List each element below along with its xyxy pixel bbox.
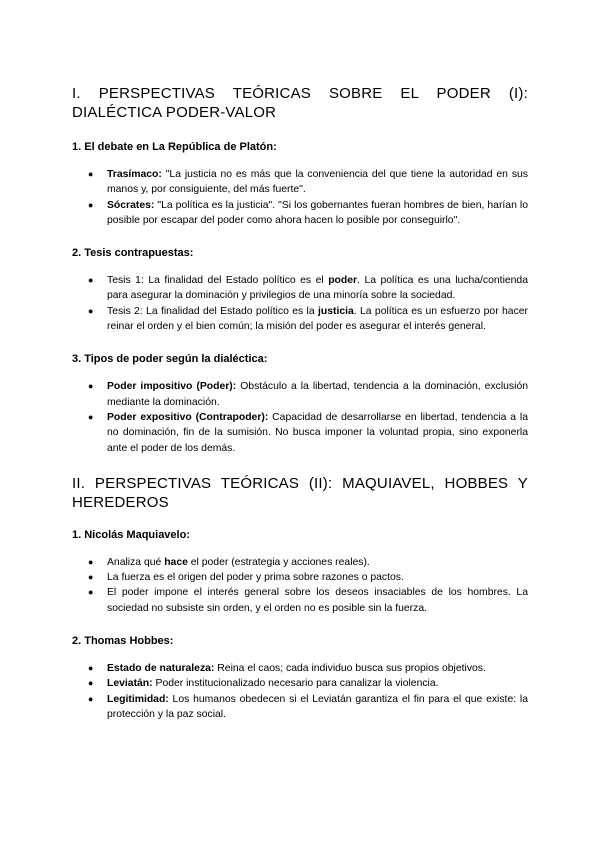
list-item: ● Sócrates: "La política es la justicia". "Si los gobernantes fueran hombres de bien, harían lo posible por escapar del poder como ahora hacen lo posible por conseguirlo".	[88, 199, 528, 226]
section-1-sub-1-list	[72, 167, 528, 228]
bullet-icon: ●	[88, 678, 94, 689]
list-item: ● Poder impositivo (Poder): Obstáculo a la libertad, tendencia a la dominación, exclusión mediante la dominación.	[88, 381, 528, 408]
section-2-sub-2-list	[72, 661, 528, 722]
list-item: ● Legitimidad: Los humanos obedecen si el Leviatán garantiza el fin para el que existe: la protección y la paz social.	[88, 693, 528, 720]
section-1-sub-1-heading: 1. El debate en La República de Platón:	[72, 141, 277, 153]
list-item: ● Estado de naturaleza: Reina el caos; cada individuo busca sus propios objetivos.	[72, 661, 528, 676]
section-2-sub-2-heading: 2. Thomas Hobbes:	[72, 635, 174, 648]
bullet-icon: ●	[88, 275, 94, 286]
list-item: ● Tesis 1: La finalidad del Estado político es el poder. La política es una lucha/contienda para asegurar la dominación y privilegios de una minoría sobre la sociedad.	[88, 275, 528, 302]
section-1-sub-3-list	[72, 379, 528, 455]
bullet-icon: ●	[88, 411, 94, 422]
bullet-icon: ●	[88, 305, 94, 316]
bullet-icon: ●	[88, 693, 94, 704]
bullet-icon: ●	[88, 587, 94, 598]
bullet-icon: ●	[88, 199, 94, 210]
list-item: ● Trasímaco: "La justicia no es más que la conveniencia del que tiene la autoridad en sus manos y, por consiguiente, del más fuerte".	[88, 169, 528, 196]
section-2-sub-1-heading: 1. Nicolás Maquiavelo:	[72, 528, 190, 541]
section-2-sub-1-list	[72, 555, 528, 616]
list-item: ● El poder impone el interés general sobre los deseos insaciables de los hombres. La sociedad no subsiste sin orden, y el orden no es posible sin la fuerza.	[88, 587, 528, 614]
bullet-icon: ●	[88, 663, 94, 674]
section-2-title: II. PERSPECTIVAS TEÓRICAS (II): MAQUIAVEL, HOBBES Y HEREDEROS	[72, 474, 528, 511]
list-item: ● Poder expositivo (Contrapoder): Capacidad de desarrollarse en libertad, tendencia a la no dominación, fin de la sumisión. No busca imponer la voluntad propia, sino exponerla ante el poder de los demás.	[88, 411, 528, 454]
bullet-icon: ●	[88, 169, 94, 179]
document-page	[72, 84, 528, 740]
section-1-sub-3-heading: 3. Tipos de poder según la dialéctica:	[72, 353, 268, 366]
list-item: ● Analiza qué hace el poder (estrategia y acciones reales).	[72, 555, 528, 570]
bullet-icon: ●	[88, 381, 94, 392]
bullet-icon: ●	[88, 572, 94, 583]
section-1-title: I. PERSPECTIVAS TEÓRICAS SOBRE EL PODER (I): DIALÉCTICA PODER-VALOR	[72, 85, 528, 121]
list-item: ● Tesis 2: La finalidad del Estado político es la justicia. La política es un esfuerzo por hacer reinar el orden y el bien común; la misión del poder es asegurar el interés general.	[88, 305, 528, 333]
bullet-icon: ●	[88, 556, 94, 567]
list-item: ● La fuerza es el origen del poder y prima sobre razones o pactos.	[72, 570, 528, 585]
section-1-sub-2-heading: 2. Tesis contrapuestas:	[72, 247, 194, 260]
list-item: ● Leviatán: Poder institucionalizado necesario para canalizar la violencia.	[72, 676, 528, 691]
section-1-sub-2-list	[72, 273, 528, 334]
